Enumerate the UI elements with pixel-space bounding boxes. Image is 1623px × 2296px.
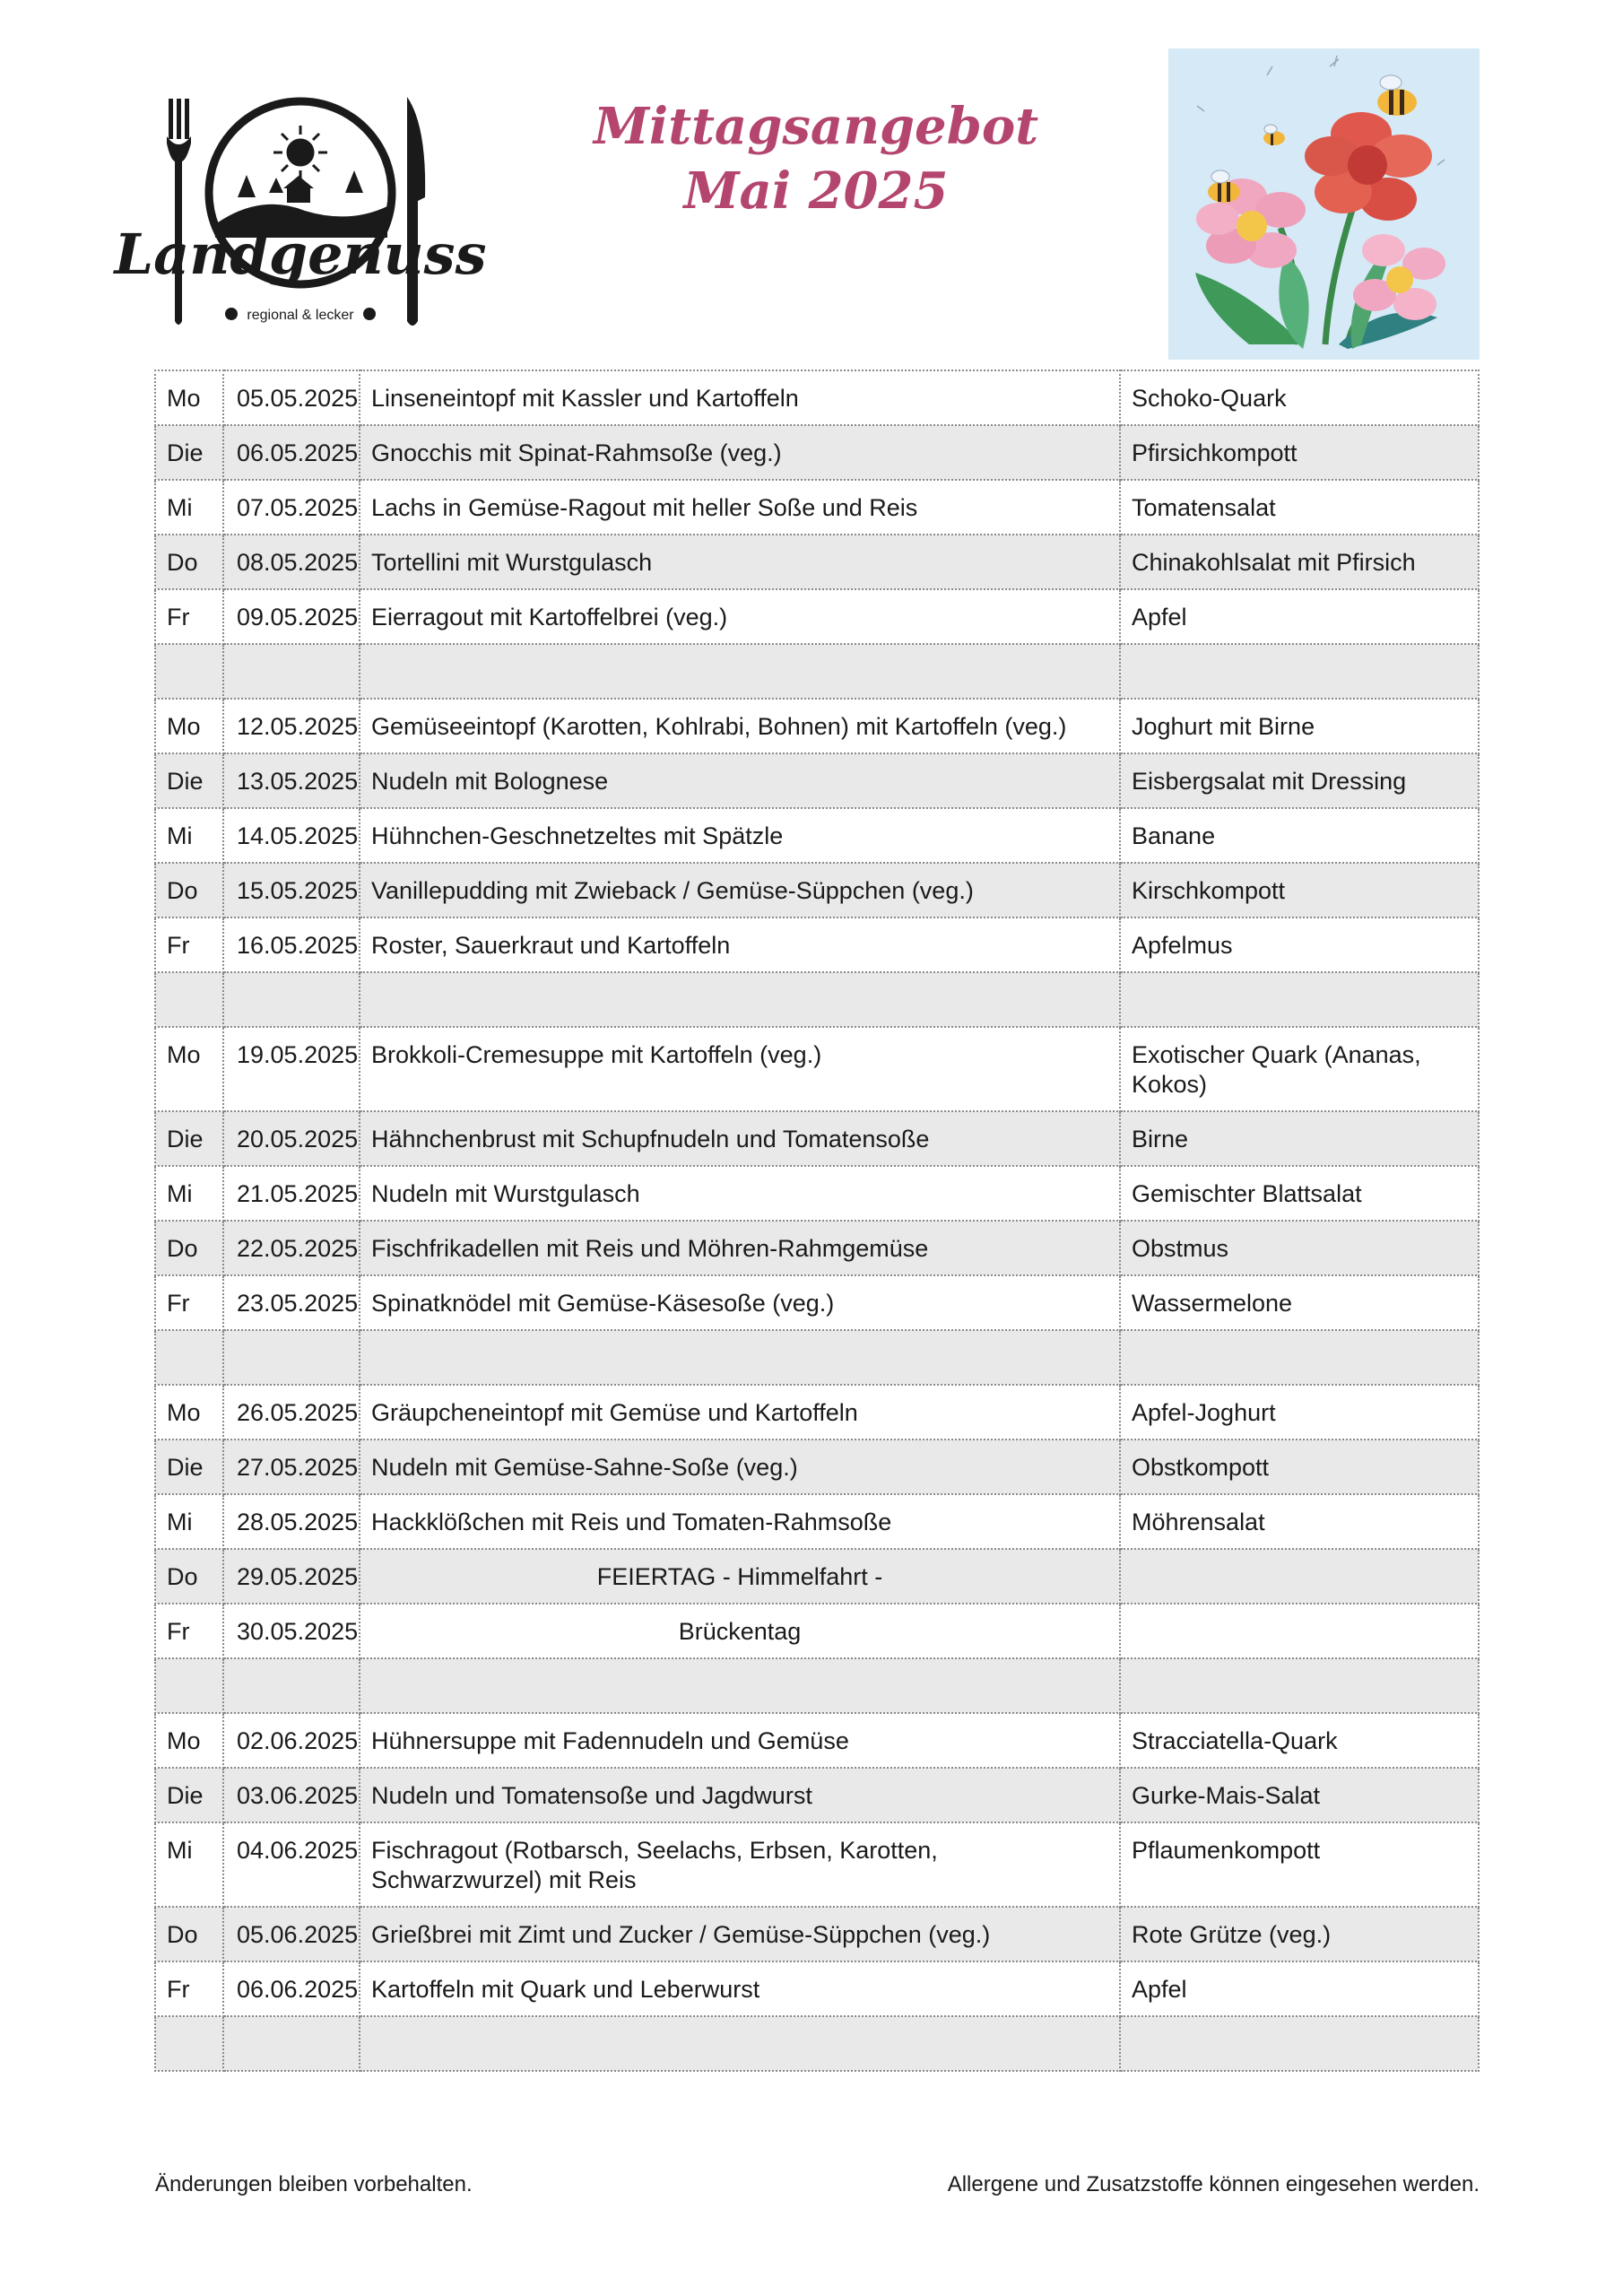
dish-cell: Nudeln mit Bolognese bbox=[360, 753, 1120, 808]
side-cell: Chinakohlsalat mit Pfirsich bbox=[1120, 535, 1479, 589]
side-cell: Birne bbox=[1120, 1111, 1479, 1166]
fork-icon bbox=[167, 99, 191, 325]
dish-cell: Fischfrikadellen mit Reis und Möhren-Rahmgemüse bbox=[360, 1221, 1120, 1275]
dish-cell: Brückentag bbox=[360, 1604, 1120, 1658]
side-cell: Pflaumenkompott bbox=[1120, 1822, 1479, 1907]
weekday-cell: Do bbox=[155, 1221, 223, 1275]
empty-cell bbox=[360, 2016, 1120, 2071]
week-separator-row bbox=[155, 972, 1479, 1027]
weekday-cell: Die bbox=[155, 1768, 223, 1822]
dish-cell: Roster, Sauerkraut und Kartoffeln bbox=[360, 918, 1120, 972]
side-cell: Obstmus bbox=[1120, 1221, 1479, 1275]
date-cell: 04.06.2025 bbox=[223, 1822, 360, 1907]
weekday-cell: Mo bbox=[155, 370, 223, 425]
menu-row bbox=[155, 1713, 1479, 1768]
side-cell: Banane bbox=[1120, 808, 1479, 863]
side-cell bbox=[1120, 1604, 1479, 1658]
weekday-cell: Do bbox=[155, 863, 223, 918]
dish-cell: Nudeln mit Gemüse-Sahne-Soße (veg.) bbox=[360, 1439, 1120, 1494]
empty-cell bbox=[1120, 1330, 1479, 1385]
dish-cell: FEIERTAG - Himmelfahrt - bbox=[360, 1549, 1120, 1604]
empty-cell bbox=[360, 1658, 1120, 1713]
menu-row bbox=[155, 1604, 1479, 1658]
dish-cell: Nudeln mit Wurstgulasch bbox=[360, 1166, 1120, 1221]
dish-cell: Gnocchis mit Spinat-Rahmsoße (veg.) bbox=[360, 425, 1120, 480]
date-cell: 21.05.2025 bbox=[223, 1166, 360, 1221]
weekday-cell: Do bbox=[155, 535, 223, 589]
date-cell: 07.05.2025 bbox=[223, 480, 360, 535]
menu-row bbox=[155, 480, 1479, 535]
dish-cell: Gemüseeintopf (Karotten, Kohlrabi, Bohnen) mit Kartoffeln (veg.) bbox=[360, 699, 1120, 753]
empty-cell bbox=[1120, 972, 1479, 1027]
side-cell: Tomatensalat bbox=[1120, 480, 1479, 535]
weekday-cell: Die bbox=[155, 1111, 223, 1166]
dish-cell: Lachs in Gemüse-Ragout mit heller Soße und Reis bbox=[360, 480, 1120, 535]
date-cell: 14.05.2025 bbox=[223, 808, 360, 863]
side-cell: Exotischer Quark (Ananas, Kokos) bbox=[1120, 1027, 1479, 1111]
menu-row bbox=[155, 370, 1479, 425]
dish-cell: Hackklößchen mit Reis und Tomaten-Rahmsoße bbox=[360, 1494, 1120, 1549]
empty-cell bbox=[223, 644, 360, 699]
empty-cell bbox=[360, 644, 1120, 699]
weekday-cell: Die bbox=[155, 753, 223, 808]
weekday-cell: Do bbox=[155, 1549, 223, 1604]
week-separator-row bbox=[155, 1658, 1479, 1713]
date-cell: 20.05.2025 bbox=[223, 1111, 360, 1166]
menu-row bbox=[155, 589, 1479, 644]
empty-cell bbox=[155, 972, 223, 1027]
empty-cell bbox=[155, 2016, 223, 2071]
menu-row bbox=[155, 1385, 1479, 1439]
side-cell: Gemischter Blattsalat bbox=[1120, 1166, 1479, 1221]
menu-row bbox=[155, 1907, 1479, 1961]
dish-cell: Kartoffeln mit Quark und Leberwurst bbox=[360, 1961, 1120, 2016]
weekday-cell: Die bbox=[155, 425, 223, 480]
dish-cell: Grießbrei mit Zimt und Zucker / Gemüse-Süppchen (veg.) bbox=[360, 1907, 1120, 1961]
side-cell: Apfelmus bbox=[1120, 918, 1479, 972]
page-title bbox=[592, 94, 1040, 223]
weekday-cell: Fr bbox=[155, 1961, 223, 2016]
logo-wordmark: Landgenuss bbox=[114, 222, 487, 287]
menu-row bbox=[155, 1961, 1479, 2016]
weekday-cell: Mo bbox=[155, 699, 223, 753]
flower-bee-illustration bbox=[1168, 48, 1480, 360]
menu-row bbox=[155, 1439, 1479, 1494]
side-cell: Stracciatella-Quark bbox=[1120, 1713, 1479, 1768]
logo-tagline: regional & lecker bbox=[247, 308, 354, 323]
date-cell: 30.05.2025 bbox=[223, 1604, 360, 1658]
side-cell: Kirschkompott bbox=[1120, 863, 1479, 918]
menu-row bbox=[155, 918, 1479, 972]
date-cell: 19.05.2025 bbox=[223, 1027, 360, 1111]
empty-cell bbox=[360, 1330, 1120, 1385]
title-line-2: Mai 2025 bbox=[683, 161, 949, 221]
side-cell: Joghurt mit Birne bbox=[1120, 699, 1479, 753]
title-line-1: Mittagsangebot bbox=[593, 97, 1039, 156]
date-cell: 06.05.2025 bbox=[223, 425, 360, 480]
weekday-cell: Fr bbox=[155, 589, 223, 644]
empty-cell bbox=[223, 2016, 360, 2071]
weekday-cell: Fr bbox=[155, 1604, 223, 1658]
side-cell: Pfirsichkompott bbox=[1120, 425, 1479, 480]
side-cell bbox=[1120, 1549, 1479, 1604]
knife-icon bbox=[407, 97, 425, 326]
week-separator-row bbox=[155, 644, 1479, 699]
date-cell: 26.05.2025 bbox=[223, 1385, 360, 1439]
weekday-cell: Die bbox=[155, 1439, 223, 1494]
date-cell: 12.05.2025 bbox=[223, 699, 360, 753]
side-cell: Rote Grütze (veg.) bbox=[1120, 1907, 1479, 1961]
menu-row bbox=[155, 1111, 1479, 1166]
sun-icon bbox=[273, 126, 327, 179]
menu-row bbox=[155, 1027, 1479, 1111]
date-cell: 13.05.2025 bbox=[223, 753, 360, 808]
empty-cell bbox=[1120, 644, 1479, 699]
dish-cell: Vanillepudding mit Zwieback / Gemüse-Süppchen (veg.) bbox=[360, 863, 1120, 918]
menu-row bbox=[155, 753, 1479, 808]
menu-row bbox=[155, 699, 1479, 753]
empty-cell bbox=[155, 1658, 223, 1713]
date-cell: 05.06.2025 bbox=[223, 1907, 360, 1961]
side-cell: Gurke-Mais-Salat bbox=[1120, 1768, 1479, 1822]
date-cell: 16.05.2025 bbox=[223, 918, 360, 972]
empty-cell bbox=[223, 1658, 360, 1713]
weekday-cell: Do bbox=[155, 1907, 223, 1961]
empty-cell bbox=[1120, 2016, 1479, 2071]
empty-cell bbox=[155, 644, 223, 699]
menu-row bbox=[155, 1768, 1479, 1822]
footer-note-changes: Änderungen bleiben vorbehalten. bbox=[155, 2172, 473, 2196]
date-cell: 03.06.2025 bbox=[223, 1768, 360, 1822]
date-cell: 06.06.2025 bbox=[223, 1961, 360, 2016]
weekday-cell: Fr bbox=[155, 1275, 223, 1330]
side-cell: Wassermelone bbox=[1120, 1275, 1479, 1330]
weekday-cell: Mi bbox=[155, 480, 223, 535]
dish-cell: Hähnchenbrust mit Schupfnudeln und Tomatensoße bbox=[360, 1111, 1120, 1166]
side-cell: Apfel bbox=[1120, 589, 1479, 644]
empty-cell bbox=[155, 1330, 223, 1385]
week-separator-row bbox=[155, 1330, 1479, 1385]
date-cell: 08.05.2025 bbox=[223, 535, 360, 589]
empty-cell bbox=[360, 972, 1120, 1027]
date-cell: 29.05.2025 bbox=[223, 1549, 360, 1604]
side-cell: Eisbergsalat mit Dressing bbox=[1120, 753, 1479, 808]
menu-row bbox=[155, 1275, 1479, 1330]
landgenuss-logo bbox=[114, 90, 487, 332]
menu-row bbox=[155, 863, 1479, 918]
date-cell: 28.05.2025 bbox=[223, 1494, 360, 1549]
side-cell: Apfel-Joghurt bbox=[1120, 1385, 1479, 1439]
dish-cell: Linseneintopf mit Kassler und Kartoffeln bbox=[360, 370, 1120, 425]
weekday-cell: Mi bbox=[155, 1494, 223, 1549]
menu-row bbox=[155, 425, 1479, 480]
menu-row bbox=[155, 1494, 1479, 1549]
menu-table bbox=[154, 370, 1480, 2072]
weekday-cell: Mi bbox=[155, 808, 223, 863]
dish-cell: Hühnersuppe mit Fadennudeln und Gemüse bbox=[360, 1713, 1120, 1768]
weekday-cell: Mo bbox=[155, 1385, 223, 1439]
empty-cell bbox=[1120, 1658, 1479, 1713]
side-cell: Schoko-Quark bbox=[1120, 370, 1479, 425]
date-cell: 05.05.2025 bbox=[223, 370, 360, 425]
weekday-cell: Mo bbox=[155, 1713, 223, 1768]
date-cell: 02.06.2025 bbox=[223, 1713, 360, 1768]
side-cell: Apfel bbox=[1120, 1961, 1479, 2016]
weekday-cell: Fr bbox=[155, 918, 223, 972]
dish-cell: Tortellini mit Wurstgulasch bbox=[360, 535, 1120, 589]
dish-cell: Spinatknödel mit Gemüse-Käsesoße (veg.) bbox=[360, 1275, 1120, 1330]
empty-cell bbox=[223, 1330, 360, 1385]
date-cell: 15.05.2025 bbox=[223, 863, 360, 918]
dish-cell: Hühnchen-Geschnetzeltes mit Spätzle bbox=[360, 808, 1120, 863]
weekday-cell: Mi bbox=[155, 1166, 223, 1221]
menu-row bbox=[155, 1549, 1479, 1604]
side-cell: Obstkompott bbox=[1120, 1439, 1479, 1494]
menu-row bbox=[155, 1221, 1479, 1275]
menu-row bbox=[155, 1166, 1479, 1221]
menu-row bbox=[155, 535, 1479, 589]
dish-cell: Brokkoli-Cremesuppe mit Kartoffeln (veg.) bbox=[360, 1027, 1120, 1111]
dish-cell: Eierragout mit Kartoffelbrei (veg.) bbox=[360, 589, 1120, 644]
week-separator-row bbox=[155, 2016, 1479, 2071]
empty-cell bbox=[223, 972, 360, 1027]
date-cell: 22.05.2025 bbox=[223, 1221, 360, 1275]
side-cell: Möhrensalat bbox=[1120, 1494, 1479, 1549]
dish-cell: Fischragout (Rotbarsch, Seelachs, Erbsen, Karotten, Schwarzwurzel) mit Reis bbox=[360, 1822, 1120, 1907]
date-cell: 09.05.2025 bbox=[223, 589, 360, 644]
dish-cell: Gräupcheneintopf mit Gemüse und Kartoffeln bbox=[360, 1385, 1120, 1439]
date-cell: 23.05.2025 bbox=[223, 1275, 360, 1330]
menu-row bbox=[155, 808, 1479, 863]
weekday-cell: Mi bbox=[155, 1822, 223, 1907]
menu-row bbox=[155, 1822, 1479, 1907]
date-cell: 27.05.2025 bbox=[223, 1439, 360, 1494]
footer-note-allergens: Allergene und Zusatzstoffe können eingesehen werden. bbox=[947, 2172, 1480, 2196]
weekday-cell: Mo bbox=[155, 1027, 223, 1111]
dish-cell: Nudeln und Tomatensoße und Jagdwurst bbox=[360, 1768, 1120, 1822]
menu-table-body bbox=[155, 370, 1479, 2071]
